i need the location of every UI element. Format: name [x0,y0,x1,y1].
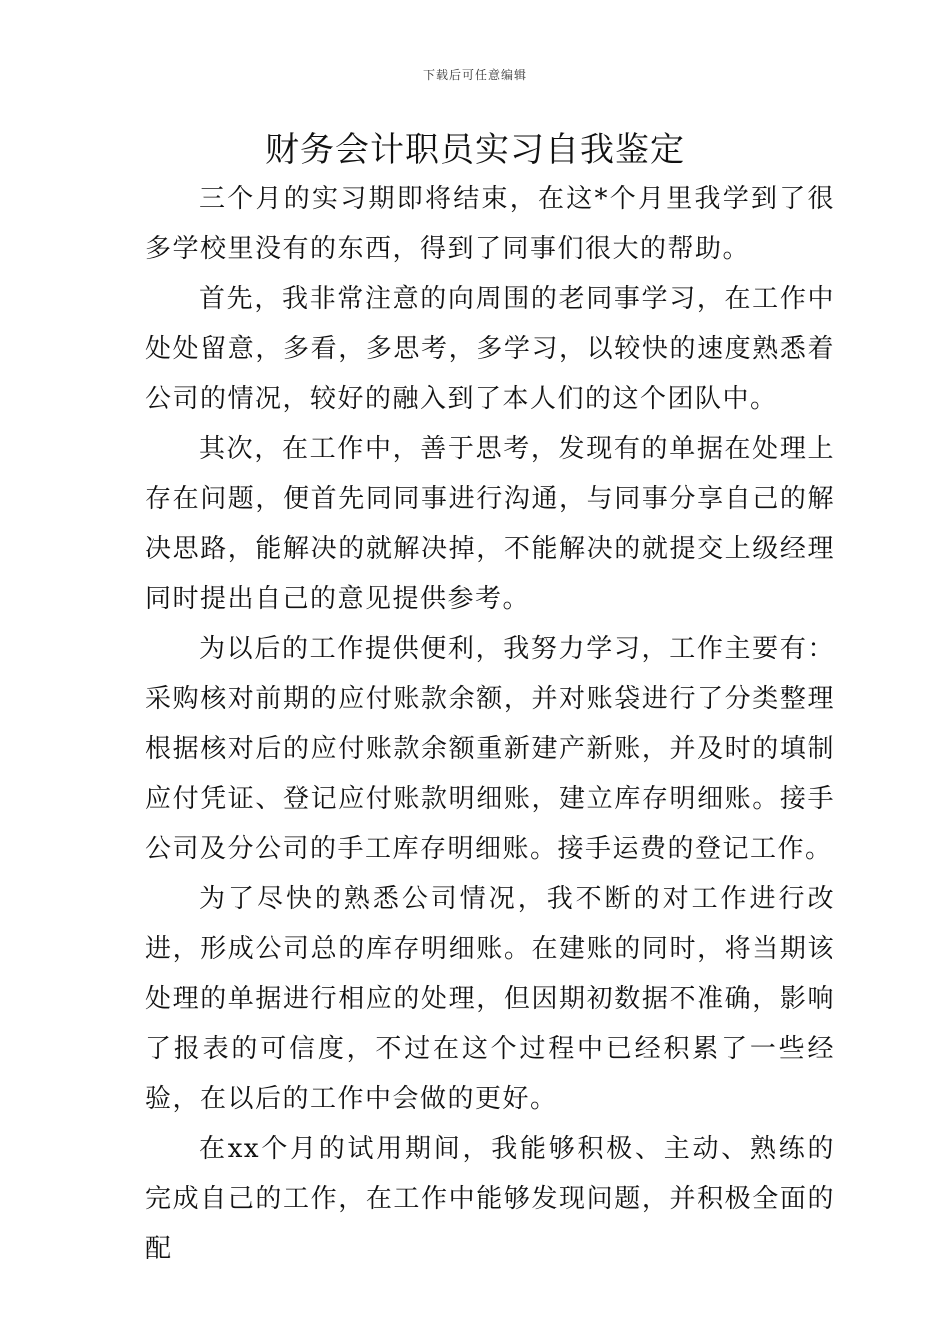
paragraph-6: 在xx个月的试用期间，我能够积极、主动、熟练的完成自己的工作，在工作中能够发现问题，并积极全面的配 [145,1134,835,1264]
document-body [145,174,835,1274]
header-note: 下载后可任意编辑 [422,68,527,82]
paragraph-1: 三个月的实习期即将结束，在这*个月里我学到了很多学校里没有的东西，得到了同事们很大的帮助。 [145,184,835,264]
paragraph-5: 为了尽快的熟悉公司情况，我不断的对工作进行改进，形成公司总的库存明细账。在建账的同时，将当期该处理的单据进行相应的处理，但因期初数据不准确，影响了报表的可信度，不过在这个过程中已经积累了一些经验，在以后的工作中会做的更好。 [145,884,835,1114]
paragraph-4: 为以后的工作提供便利，我努力学习，工作主要有：采购核对前期的应付账款余额，并对账袋进行了分类整理根据核对后的应付账款余额重新建产新账，并及时的填制应付凭证、登记应付账款明细账，建立库存明细账。接手公司及分公司的手工库存明细账。接手运费的登记工作。 [145,634,835,864]
paragraph-3: 其次，在工作中，善于思考，发现有的单据在处理上存在问题，便首先同同事进行沟通，与同事分享自己的解决思路，能解决的就解决掉，不能解决的就提交上级经理同时提出自己的意见提供参考。 [145,434,835,614]
paragraph-2: 首先，我非常注意的向周围的老同事学习，在工作中处处留意，多看，多思考，多学习，以较快的速度熟悉着公司的情况，较好的融入到了本人们的这个团队中。 [145,284,835,414]
document-title: 财务会计职员实习自我鉴定 [265,130,685,170]
